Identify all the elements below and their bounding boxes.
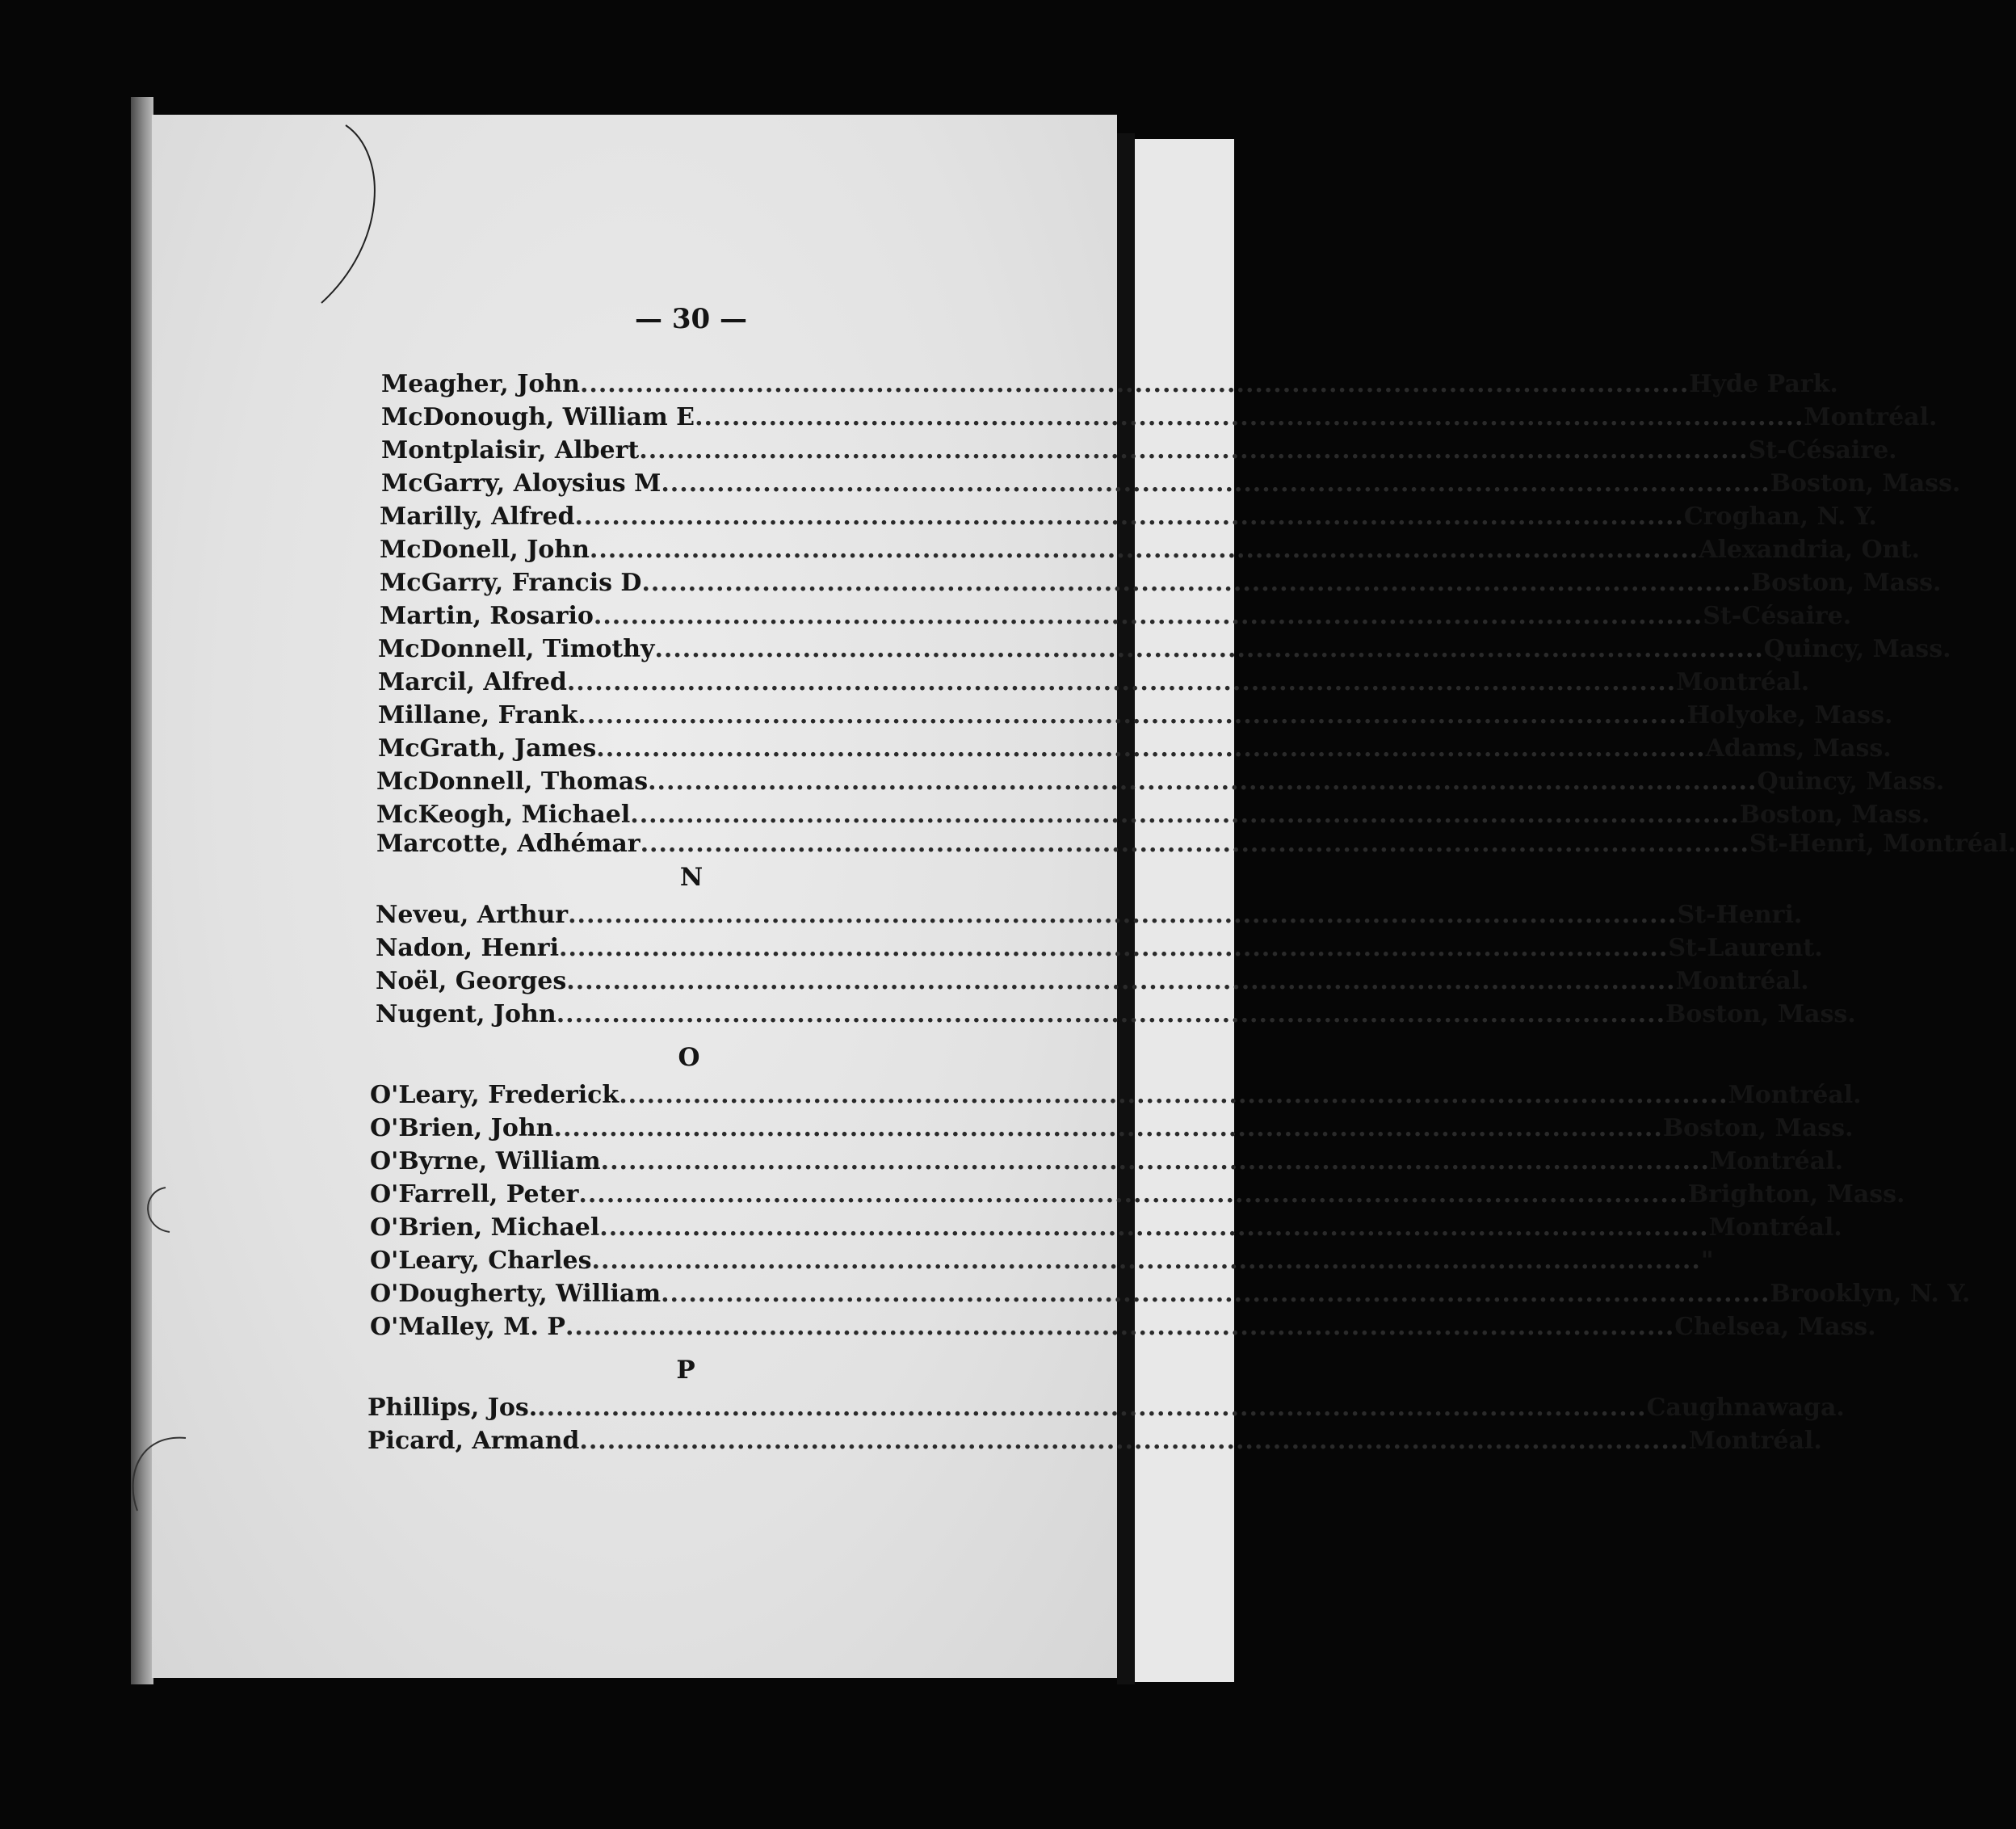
list-entry (376, 1000, 1856, 1032)
entry-name: Noël, Georges (376, 967, 567, 995)
list-entry (370, 1114, 1854, 1146)
leader-dots: ........................................................................................................................ (661, 1280, 1770, 1308)
list-entry (376, 901, 1803, 933)
entry-place: Brooklyn, N. Y. (1770, 1280, 1971, 1308)
entry-name: O'Malley, M. P (370, 1313, 565, 1341)
leader-dots: ........................................................................................................................ (593, 602, 1703, 630)
leader-dots: ........................................................................................................................ (579, 370, 1690, 398)
entry-name: O'Dougherty, William (370, 1280, 662, 1308)
list-entry (380, 569, 1942, 601)
list-entry (370, 1247, 1714, 1279)
list-entry (376, 767, 1945, 800)
list-entry (370, 1147, 1844, 1179)
leader-dots: ........................................................................................................................ (648, 767, 1758, 796)
leader-dots: ........................................................................................................................ (568, 901, 1678, 929)
list-entry (370, 1180, 1905, 1213)
entry-place: Montréal. (1675, 967, 1809, 995)
list-entry (368, 1427, 1822, 1459)
leader-dots: ........................................................................................................................ (591, 1247, 1701, 1275)
list-entry (380, 602, 1852, 634)
entry-name: Picard, Armand (368, 1427, 580, 1455)
leader-dots: ........................................................................................................................ (556, 1000, 1666, 1028)
entry-place: St-Laurent. (1668, 934, 1823, 962)
entry-place: Quincy, Mass. (1763, 635, 1951, 663)
pencil-curve-mark (315, 121, 396, 307)
entry-place: Adams, Mass. (1705, 734, 1892, 763)
list-entry (370, 1280, 1971, 1312)
leader-dots: ........................................................................................................................ (537, 1394, 1647, 1422)
leader-dots: ........................................................................................................................ (566, 967, 1676, 995)
section-letter: N (679, 863, 704, 892)
entry-name: O'Leary, Frederick (370, 1081, 620, 1109)
list-entry (376, 967, 1809, 999)
entry-name: McGrath, James (378, 734, 597, 763)
leader-dots: ........................................................................................................................ (574, 502, 1684, 531)
leader-dots: ........................................................................................................................ (639, 436, 1749, 465)
entry-place: Boston, Mass. (1770, 469, 1961, 498)
leader-dots: ........................................................................................................................ (579, 1427, 1689, 1455)
entry-name: O'Leary, Charles (370, 1247, 592, 1275)
margin-bracket-mark (137, 1184, 178, 1240)
list-entry (378, 701, 1893, 734)
entry-name: Marcil, Alfred (378, 668, 567, 696)
entry-place: Holyoke, Mass. (1686, 701, 1893, 729)
list-entry (380, 502, 1877, 535)
leader-dots: ........................................................................................................................ (640, 830, 1749, 858)
leader-dots: ........................................................................................................................ (578, 1180, 1688, 1209)
entry-name: Nugent, John (376, 1000, 556, 1028)
leader-dots: ........................................................................................................................ (578, 701, 1687, 729)
list-entry (370, 1313, 1876, 1345)
leader-dots: ........................................................................................................................ (695, 403, 1804, 431)
list-entry (380, 536, 1920, 568)
entry-name: Millane, Frank (378, 701, 578, 729)
entry-place: Alexandria, Ont. (1699, 536, 1920, 564)
leader-dots: ........................................................................................................................ (654, 635, 1764, 663)
section-letter: O (678, 1043, 700, 1072)
list-entry (381, 403, 1938, 435)
entry-name: McDonough, William E (381, 403, 695, 431)
entry-place: St-Césaire. (1748, 436, 1897, 465)
leader-dots: ........................................................................................................................ (599, 1213, 1709, 1242)
leader-dots: ........................................................................................................................ (641, 569, 1751, 597)
leader-dots: ........................................................................................................................ (630, 801, 1740, 829)
entry-name: O'Brien, John (370, 1114, 554, 1142)
entry-name: McDonell, John (380, 536, 590, 564)
list-entry (381, 436, 1897, 469)
leader-dots: ........................................................................................................................ (565, 1313, 1675, 1341)
list-entry (381, 370, 1838, 402)
entry-place: Boston, Mass. (1665, 1000, 1856, 1028)
entry-place: Montréal. (1804, 403, 1938, 431)
leader-dots: ........................................................................................................................ (559, 934, 1669, 962)
entry-name: McDonnell, Timothy (378, 635, 655, 663)
entry-name: Phillips, Jos. (368, 1394, 538, 1422)
list-entry (378, 635, 1951, 667)
leader-dots: ........................................................................................................................ (661, 469, 1770, 498)
entry-name: Meagher, John (381, 370, 580, 398)
list-entry (376, 830, 2016, 862)
entry-place: Caughnawaga. (1646, 1394, 1845, 1422)
list-entry (376, 934, 1823, 966)
leader-dots: ........................................................................................................................ (566, 668, 1677, 696)
entry-place: Brighton, Mass. (1687, 1180, 1905, 1209)
leader-dots: ........................................................................................................................ (619, 1081, 1728, 1109)
list-entry (376, 801, 1930, 833)
entry-name: O'Byrne, William (370, 1147, 601, 1175)
leader-dots: ........................................................................................................................ (596, 734, 1706, 763)
list-entry (368, 1394, 1845, 1426)
entry-name: O'Brien, Michael (370, 1213, 600, 1242)
entry-name: McDonnell, Thomas (376, 767, 649, 796)
entry-place: Croghan, N. Y. (1683, 502, 1877, 531)
leader-dots: ........................................................................................................................ (600, 1147, 1710, 1175)
entry-place: Montréal. (1709, 1147, 1844, 1175)
list-entry (370, 1213, 1842, 1246)
leader-dots: ........................................................................................................................ (589, 536, 1699, 564)
entry-name: Marilly, Alfred (380, 502, 575, 531)
entry-place: St-Henri, Montréal. (1749, 830, 2016, 858)
entry-place: Hyde Park. (1689, 370, 1838, 398)
list-entry (370, 1081, 1862, 1113)
entry-place: " (1700, 1247, 1714, 1275)
entry-place: Quincy, Mass. (1757, 767, 1945, 796)
section-letter: P (676, 1356, 695, 1385)
entry-name: McKeogh, Michael (376, 801, 631, 829)
entry-place: Boston, Mass. (1750, 569, 1942, 597)
entry-place: St-Césaire. (1703, 602, 1852, 630)
entry-name: Montplaisir, Albert (381, 436, 640, 465)
list-entry (378, 668, 1810, 700)
margin-bracket-mark-2 (121, 1430, 194, 1519)
entry-place: Boston, Mass. (1662, 1114, 1854, 1142)
leader-dots: ........................................................................................................................ (553, 1114, 1663, 1142)
entry-place: Montréal. (1708, 1213, 1842, 1242)
page-number: — 30 — (635, 303, 747, 335)
entry-place: Boston, Mass. (1739, 801, 1930, 829)
entry-place: St-Henri. (1677, 901, 1803, 929)
entry-place: Montréal. (1728, 1081, 1862, 1109)
list-entry (378, 734, 1892, 767)
entry-place: Montréal. (1676, 668, 1810, 696)
entry-place: Chelsea, Mass. (1674, 1313, 1876, 1341)
entry-place: Montréal. (1688, 1427, 1822, 1455)
list-entry (381, 469, 1961, 502)
entry-name: Nadon, Henri (376, 934, 559, 962)
entry-name: Marcotte, Adhémar (376, 830, 640, 858)
entry-name: McGarry, Francis D (380, 569, 642, 597)
entry-name: McGarry, Aloysius M (381, 469, 662, 498)
entry-name: Neveu, Arthur (376, 901, 569, 929)
entry-name: Martin, Rosario (380, 602, 594, 630)
entry-name: O'Farrell, Peter (370, 1180, 579, 1209)
